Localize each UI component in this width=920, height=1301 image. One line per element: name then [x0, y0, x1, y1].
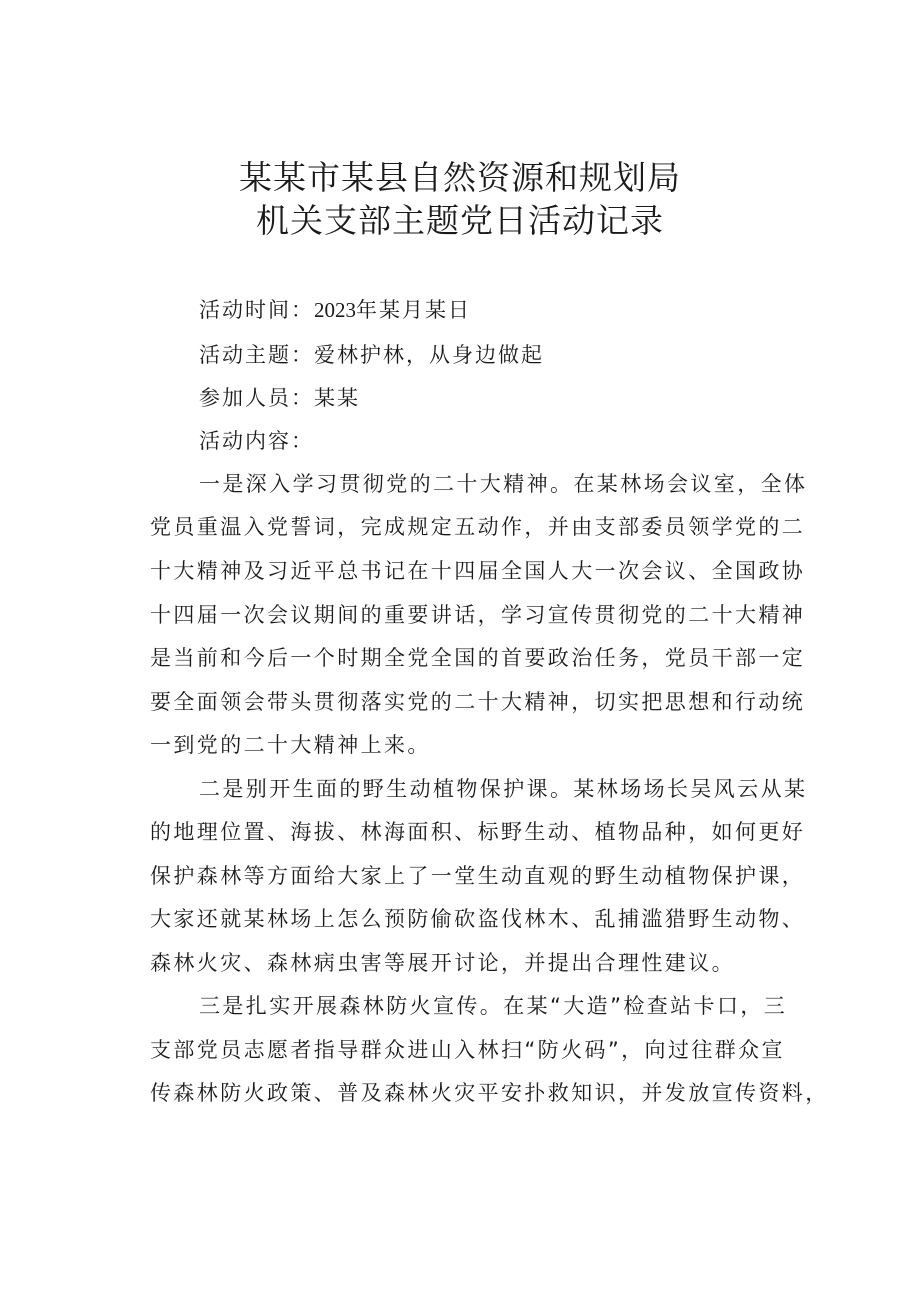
paragraph-3-line: 传森林防火政策、普及森林火灾平安扑救知识，并发放宣传资料，	[150, 1081, 829, 1105]
paragraph-2-line: 二是别开生面的野生动植物保护课。某林场场长吴风云从某	[199, 777, 808, 801]
activity-time-label: 活动时间：	[199, 298, 314, 322]
activity-theme: 活动主题：爱林护林，从身边做起	[199, 343, 544, 367]
paragraph-2-line: 大家还就某林场上怎么预防偷砍盗伐林木、乱捕滥猎野生动物、	[150, 907, 806, 931]
paragraph-1-line: 一是深入学习贯彻党的二十大精神。在某林场会议室，全体	[199, 472, 808, 496]
paragraph-3-line: 支部党员志愿者指导群众进山入林扫“防火码”，向过往群众宣	[150, 1038, 785, 1062]
paragraph-1-line: 党员重温入党誓词，完成规定五动作，并由支部委员领学党的二	[150, 515, 806, 539]
activity-time-suffix: 年某月某日	[356, 298, 471, 322]
activity-participants: 参加人员：某某	[199, 386, 360, 410]
paragraph-1-line: 要全面领会带头贯彻落实党的二十大精神，切实把思想和行动统	[150, 690, 806, 714]
paragraph-2-line: 森林火灾、森林病虫害等展开讨论，并提出合理性建议。	[150, 951, 735, 975]
activity-content-label: 活动内容：	[199, 429, 314, 453]
document-title-line-2: 机关支部主题党日活动记录	[256, 201, 664, 240]
paragraph-1-line: 十四届一次会议期间的重要讲话，学习宣传贯彻党的二十大精神	[150, 603, 806, 627]
activity-time-year: 2023	[314, 298, 356, 322]
paragraph-1-line: 是当前和今后一个时期全党全国的首要政治任务，党员干部一定	[150, 646, 806, 670]
activity-time	[199, 296, 471, 324]
paragraph-1-line: 十大精神及习近平总书记在十四届全国人大一次会议、全国政协	[150, 559, 806, 583]
document-title-line-1: 某某市某县自然资源和规划局	[239, 158, 681, 197]
paragraph-1-line: 一到党的二十大精神上来。	[150, 733, 431, 757]
paragraph-2-line: 的地理位置、海拔、林海面积、标野生动、植物品种，如何更好	[150, 820, 806, 844]
paragraph-3-line: 三是扎实开展森林防火宣传。在某“大造”检查站卡口，三	[199, 994, 788, 1018]
paragraph-2-line: 保护森林等方面给大家上了一堂生动直观的野生动植物保护课，	[150, 864, 806, 888]
